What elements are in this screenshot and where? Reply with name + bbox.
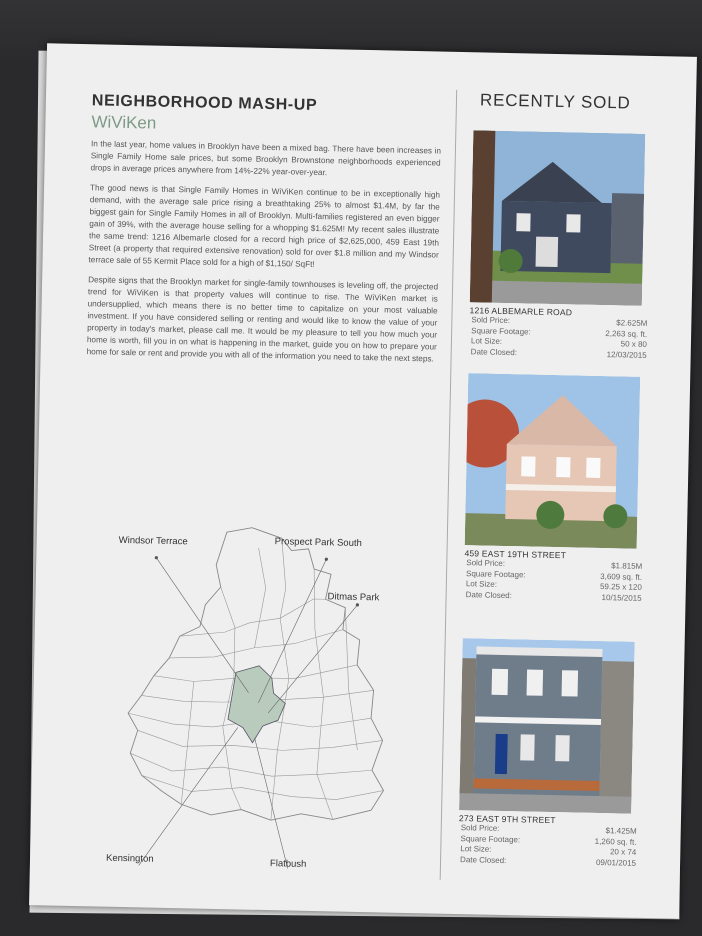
label-date: Date Closed: [460,854,507,865]
label-lot: Lot Size: [470,336,503,346]
brooklyn-map [70,484,398,871]
listing-1 [469,130,652,361]
page-subtitle: WiViKen [91,112,157,133]
label-prospect-park-south: Prospect Park South [274,536,362,549]
value-date: 12/03/2015 [606,349,647,360]
paragraph-2: The good news is that Single Family Homes in WiViKen continue to be in exceptionally high demand, with the average sale price rising a breathtaking 25% to almost $1.4M, by far the biggest gain for Single Family Homes in all of Brooklyn. Multi-families registered an even bigger gain of 39%, with the average house selling for a whopping $1.625M! My recent sales illustrate the same trend: 1216 Albemarle closed for a record high price of $2,625,000, 459 East 19th Street (a property that required extensive renovation) sold for over $1.8 million and my Windsor terrace sale of 55 Kermit Place sold for a high of $1,150/ SqFt! [88,183,441,269]
value-sqft: 1,260 sq. ft. [594,836,637,847]
value-date: 10/15/2015 [601,592,642,603]
label-price: Sold Price: [460,823,500,833]
label-lot: Lot Size: [460,844,492,854]
label-kensington: Kensington [105,852,154,865]
label-sqft: Square Footage: [460,833,521,844]
value-sqft: 2,263 sq. ft. [605,328,648,339]
value-lot: 59.25 x 120 [599,581,642,592]
label-price: Sold Price: [466,558,506,568]
label-lot: Lot Size: [465,579,498,589]
value-price: $1.815M [611,561,643,571]
paragraph-1: In the last year, home values in Brooklyn have been a mixed bag. There have been increases in Single Family Home sale prices, but some Brooklyn Brownstone neighborhoods experienced drops in average prices anywhere from 14%-22% year-over-year. [90,139,442,178]
recently-sold-title: RECENTLY SOLD [479,90,631,113]
value-price: $2.625M [616,318,648,328]
label-date: Date Closed: [470,346,518,357]
article [86,92,442,373]
listing-3 [458,638,641,869]
value-sqft: 3,609 sq. ft. [600,571,643,582]
listing-photo-3 [459,638,635,814]
wiviken-highlight [227,665,286,743]
value-lot: 20 x 74 [609,847,637,857]
label-price: Sold Price: [471,315,511,326]
listing-photo-1 [470,130,646,306]
listing-photo-2 [465,373,641,549]
listing-address-2: 459 EAST 19TH STREET [464,548,567,561]
map-svg [70,484,398,871]
label-sqft: Square Footage: [471,325,531,336]
listing-address-1: 1216 ALBEMARLE ROAD [469,305,573,318]
value-date: 09/01/2015 [595,857,637,868]
label-ditmas-park: Ditmas Park [327,591,380,604]
label-date: Date Closed: [465,589,512,600]
label-flatbush: Flatbush [269,858,307,870]
paragraph-3: Despite signs that the Brooklyn market for single-family townhouses is leveling off, the projected trend for WiViKen is that property values will continue to rise. The WiViKen market is undersupplied, which means there is no better time to capitalize on your most valuable investment. If you have considered selling or renting and would like to know the value of your property in today's market, please call me. It would be my pleasure to tell you how much your home is worth, fill you in on what is happening in the market, guide you on how to prepare your home for sale or rent and provide you with all of the information you need to take the next steps. [86,275,439,364]
value-price: $1.425M [605,826,637,836]
column-divider [440,90,458,880]
brochure-page [29,43,697,918]
value-lot: 50 x 80 [620,339,648,349]
page-title: NEIGHBORHOOD MASH-UP [91,92,318,114]
listing-2 [464,373,647,604]
recently-sold-column [458,90,655,868]
label-sqft: Square Footage: [465,568,526,579]
label-windsor-terrace: Windsor Terrace [118,534,188,548]
listing-address-3: 273 EAST 9TH STREET [458,813,556,826]
